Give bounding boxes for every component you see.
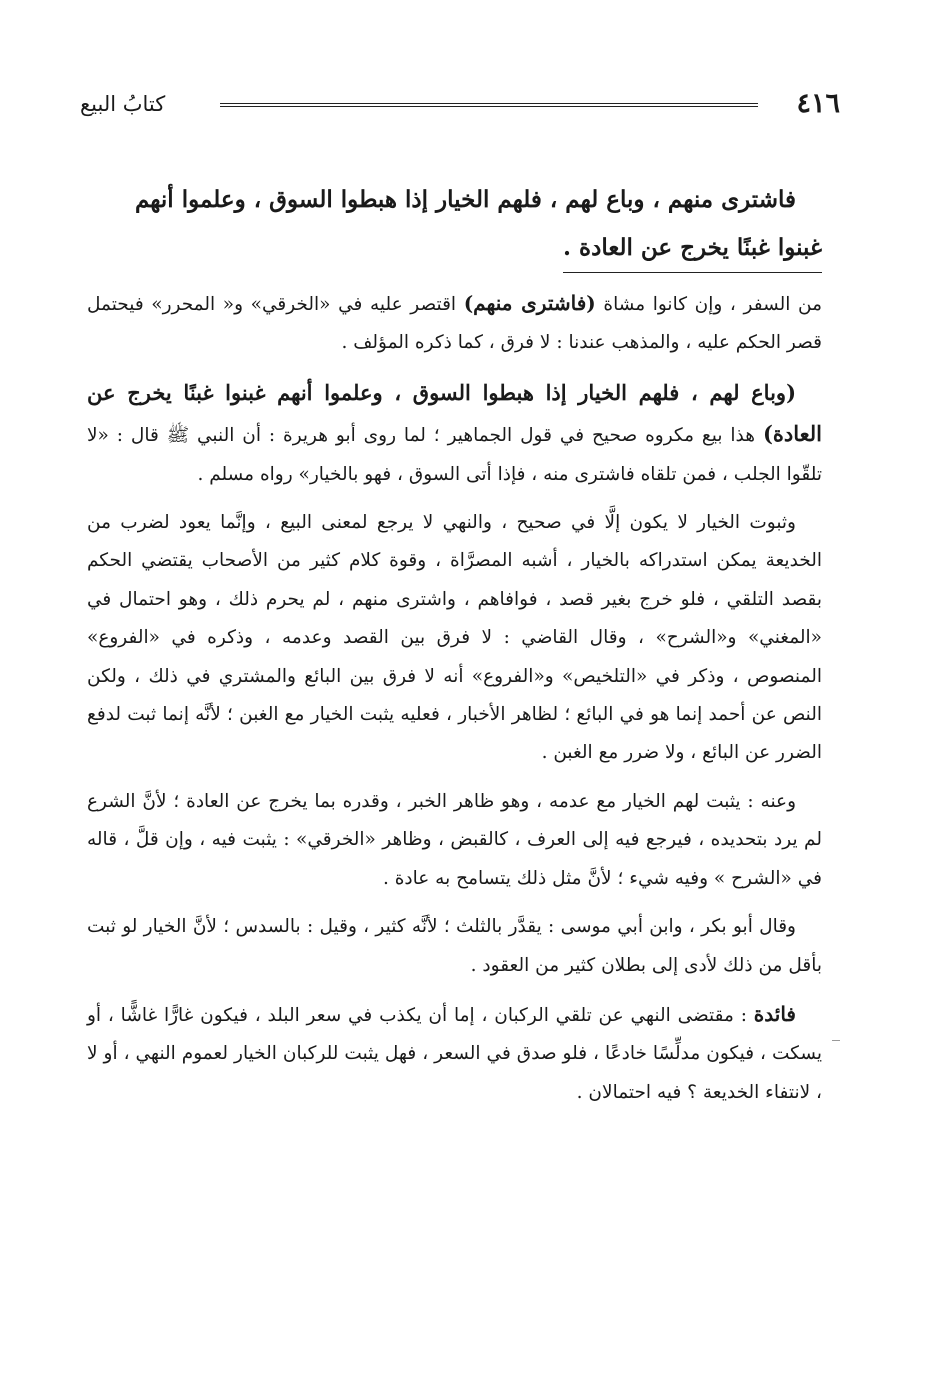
commentary-paragraph xyxy=(87,373,822,494)
main-text-line: فاشترى منهم ، وباع لهم ، فلهم الخيار إذا هبطوا السوق ، وعلموا أنهم xyxy=(134,186,796,213)
page-number: ٤١٦ xyxy=(796,88,840,119)
page-header xyxy=(80,84,840,124)
margin-mark xyxy=(832,1040,840,1041)
main-text xyxy=(87,176,822,273)
commentary xyxy=(87,284,822,1122)
commentary-text: من السفر ، وإن كانوا مشاة xyxy=(595,294,822,315)
note-label: فائدة xyxy=(753,1001,796,1026)
quoted-phrase: (وباع لهم ، فلهم الخيار إذا هبطوا السوق ، وعلموا أنهم غبنوا غبنًا يخرج عن العادة) xyxy=(87,379,822,447)
commentary-paragraph xyxy=(87,995,822,1112)
running-title: كتابُ البيع xyxy=(80,92,166,116)
header-rule xyxy=(220,103,758,107)
commentary-paragraph: وقال أبو بكر ، وابن أبي موسى : يقدَّر بالثلث ؛ لأنَّه كثير ، وقيل : بالسدس ؛ لأنَّ الخيار لو ثبت بأقل من ذلك لأدى إلى بطلان كثير من العقود . xyxy=(87,916,822,976)
commentary-text: هذا بيع مكروه صحيح في قول الجماهير ؛ لما روى أبو هريرة : أن النبي ﷺ قال : «لا تلقّوا الجلب ، فمن تلقاه فاشترى منه ، فإذا أتى السوق ، فهو بالخيار» رواه مسلم . xyxy=(87,425,822,485)
commentary-paragraph: وثبوت الخيار لا يكون إلَّا في صحيح ، والنهي لا يرجع لمعنى البيع ، وإنَّما يعود لضرب من الخديعة يمكن استدراكه بالخيار ، أشبه المصرَّاة ، وقوة كلام كثير من الأصحاب يقتضي الحكم بقصد التلقي ، فلو خرج بغير قصد ، فوافاهم ، واشترى منهم ، لم يحرم ذلك ، وهو احتمال في «المغني» و«الشرح» ، وقال القاضي : لا فرق بين القصد وعدمه ، وذكره في «الفروع» المنصوص ، وذكر في «التلخيص» و«الفروع» أنه لا فرق بين البائع والمشتري في ذلك ، ولكن النص عن أحمد إنما هو في البائع ؛ لظاهر الأخبار ، فعليه يثبت الخيار مع الغبن ؛ لأنَّه إنما ثبت لدفع الضرر عن البائع ، ولا ضرر مع الغبن . xyxy=(87,512,822,764)
quoted-phrase: (فاشترى منهم) xyxy=(463,291,596,315)
main-text-line-underlined: غبنوا غبنًا يخرج عن العادة . xyxy=(563,226,822,273)
commentary-text: اقتصر عليه في «الخرقي» و« المحرر» فيحتمل قصر الحكم عليه ، والمذهب عندنا : لا فرق ، كما ذكره المؤلف . xyxy=(87,294,822,354)
commentary-paragraph: وعنه : يثبت لهم الخيار مع عدمه ، وهو ظاهر الخبر ، وقدره بما يخرج عن العادة ؛ لأنَّ الشرع لم يرد بتحديده ، فيرجع فيه إلى العرف ، كالقبض ، وظاهر «الخرقي» : يثبت فيه ، وإن قلَّ ، قاله في «الشرح » وفيه شيء ؛ لأنَّ مثل ذلك يتسامح به عادة . xyxy=(87,790,822,889)
commentary-paragraph xyxy=(87,284,822,363)
commentary-text: : مقتضى النهي عن تلقي الركبان ، إما أن يكذب في سعر البلد ، فيكون غارًّا غاشًّا ، أو يسكت ، فيكون مدلِّسًا خادعًا ، فلو صدق في السعر ، فهل يثبت للركبان الخيار لعموم النهي ، أو لا ، لانتفاء الخديعة ؟ فيه احتمالان . xyxy=(87,1004,822,1103)
